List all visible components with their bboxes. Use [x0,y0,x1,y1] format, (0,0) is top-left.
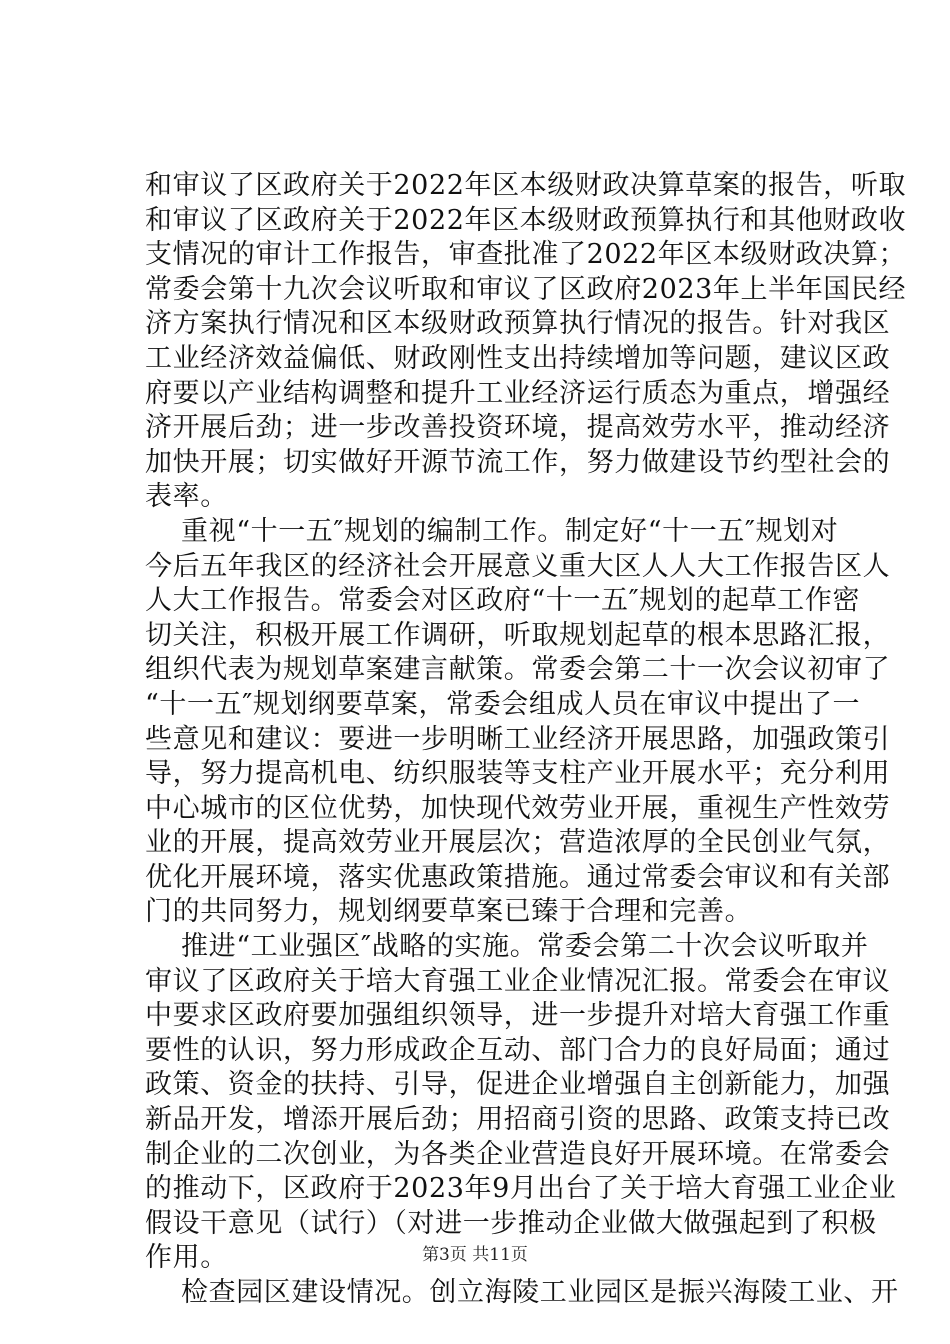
text-line: 济方案执行情况和区本级财政预算执行情况的报告。针对我区 [145,308,891,340]
text-line: 新品开发，增添开展后劲；用招商引资的思路、政策支持已改 [145,1104,891,1136]
text-line: 导，努力提高机电、纺织服装等支柱产业开展水平；充分利用 [145,758,891,790]
text-line: 作用。 [145,1242,228,1274]
text-line: 审议了区政府关于培大育强工业企业情况汇报。常委会在审议 [145,965,891,997]
page-number-footer: 第3页 共11页 [422,1245,528,1265]
text-line: 优化开展环境，落实优惠政策措施。通过常委会审议和有关部 [145,861,891,893]
paragraph-start-line: 重视“十一五″规划的编制工作。制定好“十一五″规划对 [181,515,839,547]
text-line: 组织代表为规划草案建言献策。常委会第二十一次会议初审了 [145,654,891,686]
text-line: 和审议了区政府关于2022年区本级财政决算草案的报告，听取 [145,170,907,201]
body-text [145,169,907,1311]
text-line: 支情况的审计工作报告，审查批准了2022年区本级财政决算； [145,239,907,271]
paragraph-start-line: 检查园区建设情况。创立海陵工业园区是振兴海陵工业、开 [181,1277,899,1308]
text-line: 今后五年我区的经济社会开展意义重大区人人大工作报告区人 [145,550,891,582]
text-line: 常委会第十九次会议听取和审议了区政府2023年上半年国民经 [145,273,907,305]
text-line: 业的开展，提高效劳业开展层次；营造浓厚的全民创业气氛， [145,827,891,859]
text-line: “十一五″规划纲要草案，常委会组成人员在审议中提出了一 [145,688,861,720]
text-line: 政策、资金的扶持、引导，促进企业增强自主创新能力，加强 [145,1069,891,1101]
text-line: 府要以产业结构调整和提升工业经济运行质态为重点，增强经 [145,377,891,409]
text-line: 工业经济效益偏低、财政刚性支出持续增加等问题，建议区政 [145,342,891,374]
text-line: 门的共同努力，规划纲要草案已臻于合理和完善。 [145,896,753,928]
text-line: 加快开展；切实做好开源节流工作，努力做建设节约型社会的 [145,446,891,478]
text-line: 的推动下，区政府于2023年9月出台了关于培大育强工业企业 [145,1173,897,1205]
text-line: 中心城市的区位优势，加快现代效劳业开展，重视生产性效劳 [145,792,891,824]
text-line: 些意见和建议：要进一步明晰工业经济开展思路，加强政策引 [145,723,891,755]
text-line: 制企业的二次创业，为各类企业营造良好开展环境。在常委会 [145,1138,891,1170]
text-line: 切关注，积极开展工作调研，听取规划起草的根本思路汇报， [145,619,891,651]
text-line: 中要求区政府要加强组织领导，进一步提升对培大育强工作重 [145,1000,891,1032]
text-line: 济开展后劲；进一步改善投资环境，提高效劳水平，推动经济 [145,412,891,444]
text-line: 表率。 [145,481,228,513]
text-line: 和审议了区政府关于2022年区本级财政预算执行和其他财政收 [145,204,907,236]
text-line: 人大工作报告。常委会对区政府“十一五″规划的起草工作密 [145,585,861,617]
text-line: 假设干意见（试行）（对进一步推动企业做大做强起到了积极 [145,1207,877,1239]
paragraph-start-line: 推进“工业强区″战略的实施。常委会第二十次会议听取并 [181,931,869,963]
text-line: 要性的认识，努力形成政企互动、部门合力的良好局面；通过 [145,1034,891,1066]
